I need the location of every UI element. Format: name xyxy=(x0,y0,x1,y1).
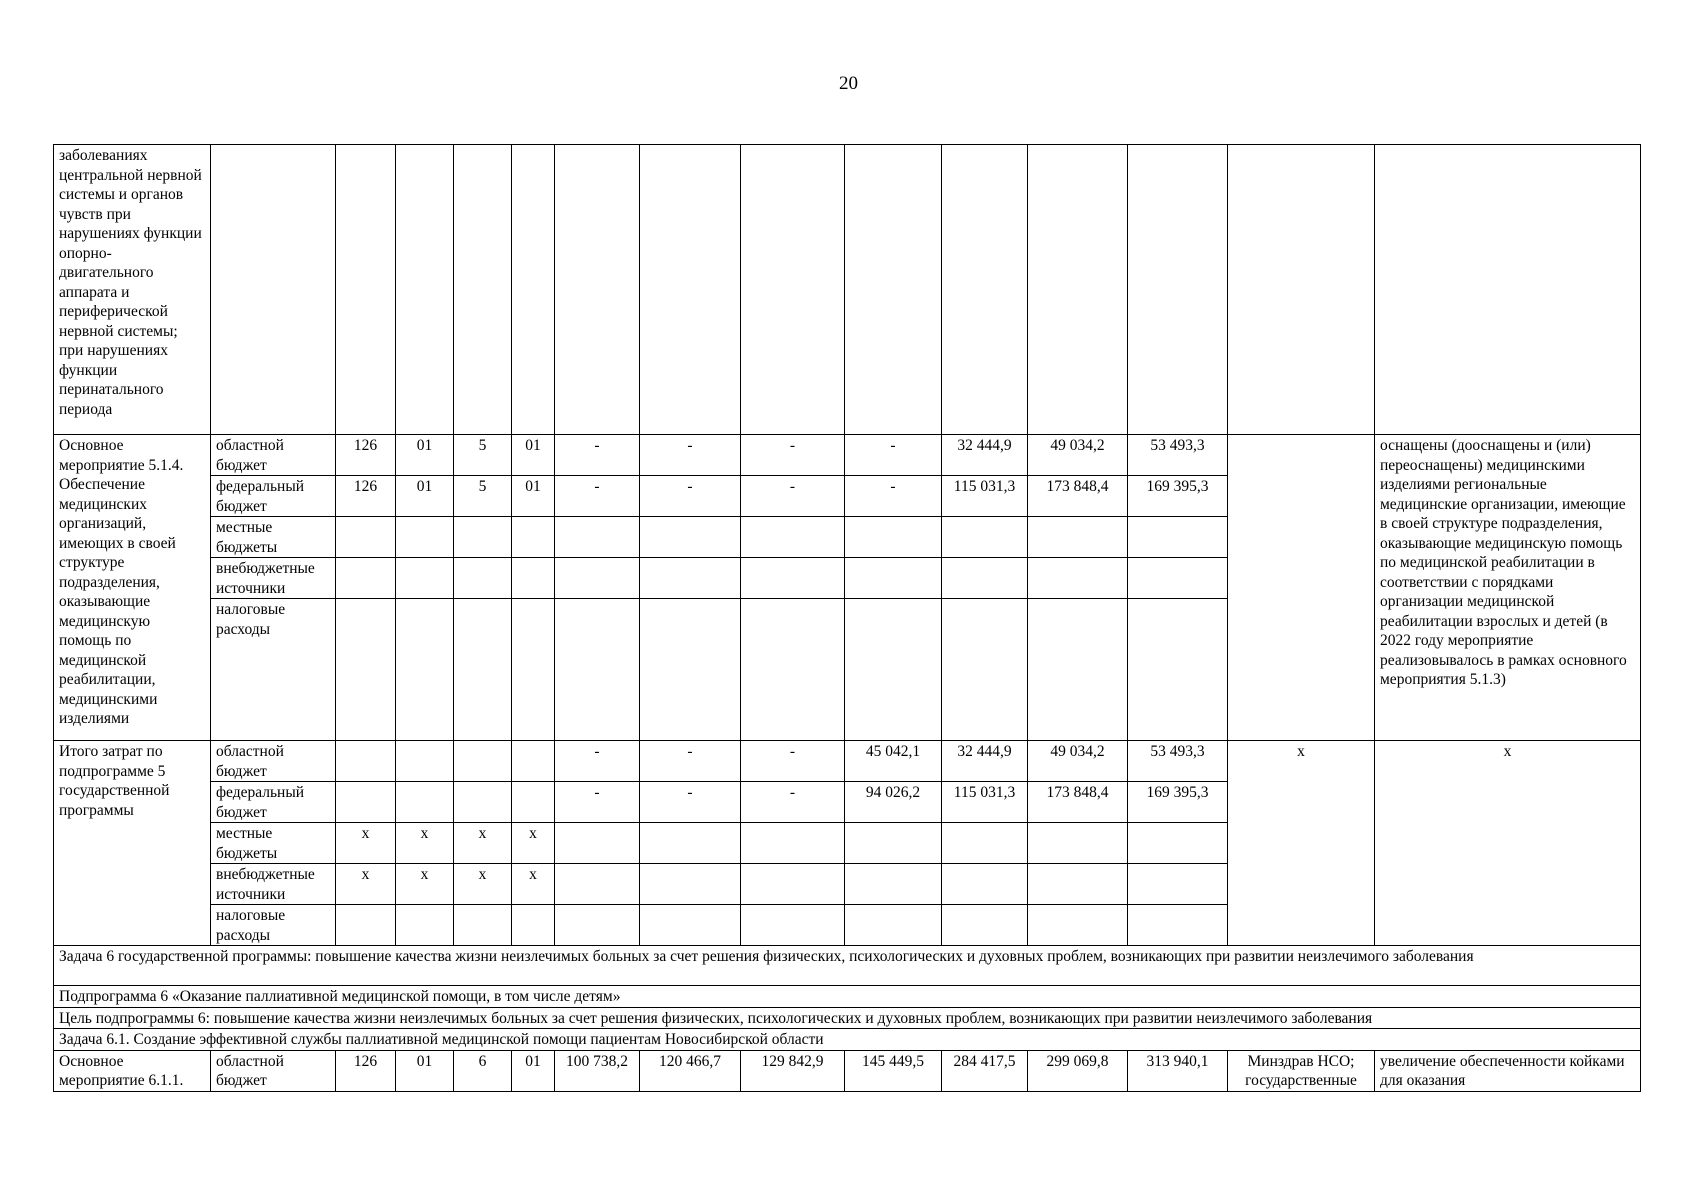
table-row xyxy=(54,1050,1641,1091)
code-cell: 6 xyxy=(454,1050,512,1091)
code-cell: 126 xyxy=(336,476,396,517)
value-cell: - xyxy=(555,741,640,782)
value-cell: - xyxy=(845,476,942,517)
code-cell: х xyxy=(396,823,454,864)
funding-source: местные бюджеты xyxy=(211,517,336,558)
continued-activity-text: заболеваниях центральной нервной системы и органов чувств при нарушениях функции опорно-двигательного аппарата и периферической нервной системы; при нарушениях функции перинатального периода xyxy=(54,145,211,435)
table-row xyxy=(54,1007,1641,1029)
code-cell: х xyxy=(336,864,396,905)
value-cell: - xyxy=(741,741,845,782)
value-cell: 100 738,2 xyxy=(555,1050,640,1091)
activity-name: Основное мероприятие 6.1.1. xyxy=(54,1050,211,1091)
total-name: Итого затрат по подпрограмме 5 государственной программы xyxy=(54,741,211,946)
funding-source: областной бюджет xyxy=(211,435,336,476)
table-row xyxy=(54,145,1641,435)
value-cell: 115 031,3 xyxy=(942,782,1028,823)
table-row xyxy=(54,986,1641,1008)
code-cell: х xyxy=(336,823,396,864)
executor-cell: Минздрав НСО; государственные xyxy=(1228,1050,1375,1091)
value-cell: 32 444,9 xyxy=(942,741,1028,782)
value-cell: 94 026,2 xyxy=(845,782,942,823)
funding-source: местные бюджеты xyxy=(211,823,336,864)
table-row xyxy=(54,1029,1641,1051)
table-row xyxy=(54,946,1641,986)
task-heading: Задача 6 государственной программы: повышение качества жизни неизлечимых больных за счет решения физических, психологических и духовных проблем, возникающих при развитии неизлечимого заболевания xyxy=(54,946,1641,986)
value-cell: 284 417,5 xyxy=(942,1050,1028,1091)
funding-source: областной бюджет xyxy=(211,741,336,782)
code-cell: 01 xyxy=(512,1050,555,1091)
funding-source: налоговые расходы xyxy=(211,599,336,741)
table-row xyxy=(54,741,1641,782)
expected-result: х xyxy=(1375,741,1641,946)
program-table xyxy=(53,144,1641,1092)
funding-source: федеральный бюджет xyxy=(211,782,336,823)
code-cell: 5 xyxy=(454,435,512,476)
value-cell: 32 444,9 xyxy=(942,435,1028,476)
funding-source: внебюджетные источники xyxy=(211,558,336,599)
value-cell: 129 842,9 xyxy=(741,1050,845,1091)
funding-source: внебюджетные источники xyxy=(211,864,336,905)
value-cell: 120 466,7 xyxy=(640,1050,741,1091)
code-cell: 01 xyxy=(512,476,555,517)
code-cell: 01 xyxy=(512,435,555,476)
code-cell: 01 xyxy=(396,476,454,517)
goal-heading: Цель подпрограммы 6: повышение качества жизни неизлечимых больных за счет решения физических, психологических и духовных проблем, возникающих при развитии неизлечимого заболевания xyxy=(54,1007,1641,1029)
funding-source: областной бюджет xyxy=(211,1050,336,1091)
expected-result: оснащены (дооснащены и (или) переоснащены) медицинскими изделиями региональные медицинские организации, имеющие в своей структуре подразделения, оказывающие медицинскую помощь по медицинской реабилитации в соответствии с порядками организации медицинской реабилитации взрослых и детей (в 2022 году мероприятие реализовывалось в рамках основного мероприятия 5.1.3) xyxy=(1375,435,1641,741)
value-cell: 313 940,1 xyxy=(1128,1050,1228,1091)
value-cell: 49 034,2 xyxy=(1028,741,1128,782)
value-cell: 169 395,3 xyxy=(1128,782,1228,823)
value-cell: 173 848,4 xyxy=(1028,476,1128,517)
value-cell: - xyxy=(640,782,741,823)
code-cell: 126 xyxy=(336,1050,396,1091)
page-number: 20 xyxy=(839,73,858,94)
code-cell: 126 xyxy=(336,435,396,476)
value-cell: - xyxy=(741,782,845,823)
value-cell: 169 395,3 xyxy=(1128,476,1228,517)
code-cell: 01 xyxy=(396,1050,454,1091)
expected-result: увеличение обеспеченности койками для оказания xyxy=(1375,1050,1641,1091)
code-cell: 5 xyxy=(454,476,512,517)
table-row xyxy=(54,435,1641,476)
value-cell: - xyxy=(555,782,640,823)
value-cell: - xyxy=(640,435,741,476)
value-cell: 145 449,5 xyxy=(845,1050,942,1091)
value-cell: - xyxy=(555,435,640,476)
code-cell: 01 xyxy=(396,435,454,476)
code-cell: х xyxy=(454,864,512,905)
value-cell: 173 848,4 xyxy=(1028,782,1128,823)
value-cell: - xyxy=(741,476,845,517)
code-cell: х xyxy=(512,864,555,905)
value-cell: - xyxy=(555,476,640,517)
code-cell: х xyxy=(512,823,555,864)
code-cell: х xyxy=(396,864,454,905)
value-cell: 49 034,2 xyxy=(1028,435,1128,476)
activity-name: Основное мероприятие 5.1.4. Обеспечение медицинских организаций, имеющих в своей структуре подразделения, оказывающие медицинскую помощь по медицинской реабилитации, медицинскими изделиями xyxy=(54,435,211,741)
code-cell: х xyxy=(454,823,512,864)
value-cell: 299 069,8 xyxy=(1028,1050,1128,1091)
value-cell: 53 493,3 xyxy=(1128,435,1228,476)
executor-cell xyxy=(1228,435,1375,741)
funding-source: федеральный бюджет xyxy=(211,476,336,517)
value-cell: - xyxy=(640,741,741,782)
funding-source: налоговые расходы xyxy=(211,905,336,946)
executor-cell: х xyxy=(1228,741,1375,946)
subtask-heading: Задача 6.1. Создание эффективной службы паллиативной медицинской помощи пациентам Новосибирской области xyxy=(54,1029,1641,1051)
value-cell: - xyxy=(741,435,845,476)
value-cell: - xyxy=(845,435,942,476)
value-cell: 45 042,1 xyxy=(845,741,942,782)
value-cell: - xyxy=(640,476,741,517)
value-cell: 115 031,3 xyxy=(942,476,1028,517)
value-cell: 53 493,3 xyxy=(1128,741,1228,782)
subprogram-heading: Подпрограмма 6 «Оказание паллиативной медицинской помощи, в том числе детям» xyxy=(54,986,1641,1008)
